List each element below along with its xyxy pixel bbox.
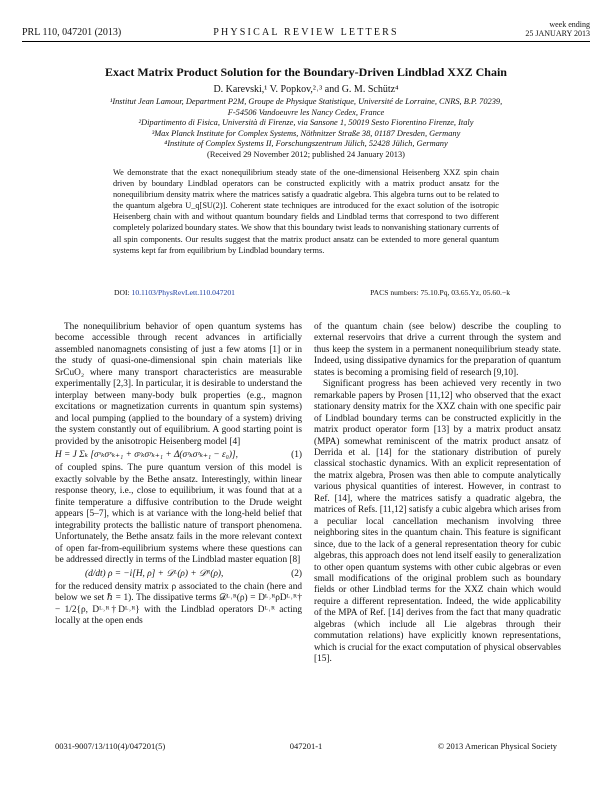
paragraph: Significant progress has been achieved very recently in two remarkable papers by Prosen [11,12] who observed that the exact stationary density matrix for the XXZ chain with one specific pair of Lindblad boundary terms can be constructed explicitly in the matrix product operator form [13] by a matrix product ansatz (MPA) somewhat reminiscent of the matrix product ansatz of Derrida et al. [14] for the stationary distribution of purely classical stochastic dynamics. With an explicit representation of the matrix algebra, Prosen was then able to compute analytically various physical quantities of interest. However, in contrast to Ref. [14], where the matrices satisfy a quadratic algebra, the matrices of Refs. [11,12] satisfy a cubic algebra which arises from a peculiar local cancellation mechanism involving three neighboring sites in the quantum chain. This feature is significant since, due to the lack of a general representation theory for cubic algebras, this approach does not lend itself easily to generalization to other open quantum systems with other cubic algebras or even small modifications of the original problem such as boundary fields or other Lindblad terms for the XXZ chain which would require a different representation. Indeed, the wide applicability of the MPA of Ref. [14] derives from the fact that many quadratic algebras (which include all Lie algebras through their commutation relations) have explicitly known representations, which is crucial for the exact computation of physical observables [15]. (314, 379, 561, 665)
abstract: We demonstrate that the exact nonequilibrium steady state of the one-dimensional Heisenberg XXZ spin chain driven by boundary Lindblad operators can be constructed explicitly with a matrix product ansatz for the nonequilibrium density matrix where the matrices satisfy a quadratic algebra. This algebra turns out to be related to the quantum algebra U_q[SU(2)]. Coherent state techniques are introduced for the exact solution of the isotropic Heisenberg chain with and without quantum boundary fields and Lindblad terms that correspond to two different completely polarized boundary states. We show that this boundary twist leads to nonvanishing stationary currents of all spin components. Our results suggest that the matrix product ansatz can be extended to more general quantum systems kept far from equilibrium by Lindblad boundary terms. (113, 168, 499, 255)
copyright: © 2013 American Physical Society (437, 741, 557, 751)
header-rule (22, 41, 590, 42)
page-number: 047201-1 (289, 741, 323, 751)
journal-name: PHYSICAL REVIEW LETTERS (213, 27, 399, 38)
affiliation-line: F-54506 Vandoeuvre les Nancy Cedex, France (227, 107, 385, 117)
equation-1-body: H = J Σₖ [σˣₖσˣₖ₊₁ + σʸₖσʸₖ₊₁ + Δ(σᶻₖσᶻₖ₊₁ − ε₀)], (55, 449, 238, 460)
equation-2-number: (2) (291, 568, 302, 579)
paragraph: of the quantum chain (see below) describe the coupling to external reservoirs that drive a current through the system and thus keep the system in a permanent nonequilibrium steady state. Indeed, using dissipative dynamics for the preparation of quantum states is becoming a promising field of research [9,10]. (314, 322, 561, 378)
equation-2-body: (d/dt) ρ = −i[H, ρ] + 𝒟ᴸ(ρ) + 𝒟ᴿ(ρ), (85, 568, 224, 579)
equation-1-number: (1) (291, 449, 302, 460)
paragraph: of coupled spins. The pure quantum version of this model is exactly solvable by the Bethe ansatz. Interestingly, within linear response theory, i.e., close to equilibrium, it was found that at a finite temperature a diffusive contribution to the Drude weight appears [5–7], which is at variance with the long-held belief that integrability protects the ballistic nature of transport phenomena. Unfortunately, the Bethe ansatz fails in the more relevant context of open far-from-equilibrium systems where these questions can be addressed directly in terms of the Lindblad master equation [8] (55, 463, 302, 566)
affiliation-line: ³Max Planck Institute for Complex Systems, Nöthnitzer Straße 38, 01187 Dresden, Germany (151, 128, 461, 138)
pacs-numbers: PACS numbers: 75.10.Pq, 03.65.Yz, 05.60.−k (370, 288, 510, 297)
right-column (314, 322, 561, 666)
received-dates: (Received 29 November 2012; published 24 January 2013) (207, 150, 405, 159)
left-column (55, 322, 302, 628)
week-label: week ending (549, 20, 590, 29)
journal-reference: PRL 110, 047201 (2013) (22, 27, 122, 38)
doi-link[interactable]: 10.1103/PhysRevLett.110.047201 (131, 288, 235, 297)
paragraph: for the reduced density matrix ρ associated to the chain (here and below we set ℏ = 1). The dissipative terms 𝒟ᴸ˒ᴿ(ρ) = Dᴸ˒ᴿρDᴸ˒ᴿ† − 1/2{ρ, Dᴸ˒ᴿ†Dᴸ˒ᴿ} with the Lindblad operators Dᴸ˒ᴿ acting locally at the open ends (55, 581, 302, 627)
paper-title: Exact Matrix Product Solution for the Boundary-Driven Lindblad XXZ Chain (105, 65, 507, 79)
affiliation-line: ⁴Institute of Complex Systems II, Forschungszentrum Jülich, 52428 Jülich, Germany (164, 139, 448, 149)
week-date: 25 JANUARY 2013 (525, 29, 590, 38)
doi-label: DOI: (114, 288, 130, 297)
publication-code: 0031-9007/13/110(4)/047201(5) (55, 741, 166, 751)
equation-1 (55, 450, 302, 461)
author-list: D. Karevski,¹ V. Popkov,²˒³ and G. M. Schütz⁴ (213, 84, 399, 95)
equation-2 (55, 569, 302, 580)
affiliation-line: ¹Institut Jean Lamour, Department P2M, Groupe de Physique Statistique, Université de Lorraine, CNRS, B.P. 70239, (109, 97, 503, 106)
issue-date (525, 20, 590, 38)
affiliations (0, 97, 612, 150)
paragraph: The nonequilibrium behavior of open quantum systems has become accessible through recent advances in artificially assembled nanomagnets consisting of just a few atoms [1] or in the study of quasi-one-dimensional spin chain materials like SrCuO₂ where many transport characteristics are measurable experimentally [2,3]. In particular, it is desirable to understand the interplay between many-body bulk properties (e.g., magnon excitations or magnetization currents in quantum spin systems) and local pumping (applied to the boundary of a system) driving the system constantly out of equilibrium. A good starting point is provided by the anisotropic Heisenberg model [4] (55, 322, 302, 447)
affiliation-line: ²Dipartimento di Fisica, Università di Firenze, via Sansone 1, 50019 Sesto Fiorentino Firenze, Italy (138, 118, 474, 128)
doi-line (114, 288, 235, 297)
